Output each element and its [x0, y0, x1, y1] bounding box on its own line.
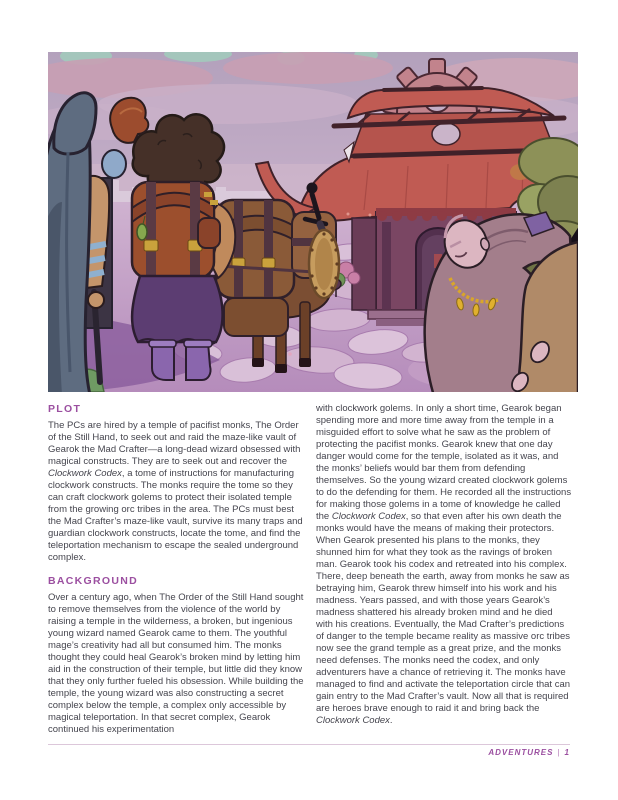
background-heading: BACKGROUND	[48, 575, 138, 587]
text-column-right	[316, 403, 572, 727]
background-paragraph-part2: with clockwork golems. In only a short time, Gearok began spending more and more time away from the temple in a misguided effort to solve what he saw as the problem of protecting the pacifist monks. Gearok knew that one day danger would come for the temple, isolated as it was, and the monks’ beliefs would bar them from defending themselves. So the young wizard created clockwork golems to do the defending for them. He recorded all the instructions for making those golems in a tome of knowledge he called the Clockwork Codex, so that even after his own death the monks would have the means of making their protectors. When Gearok presented his plans to the monks, they shunned him for what they took as the ravings of broken man. Gearok took his codex and retreated into his complex. There, deep beneath the earth, away from monks he saw as betraying him, Gearok threw himself into his work and his madness. Years passed, and with those years Gearok’s madness shattered his already broken mind and he died with his creations. Eventually, the Mad Crafter’s predictions of danger to the temple became reality as massive orc tribes now see the grand temple as a great prize, and the monks need defenses. The monks need the codex, and only adventurers have a chance of retrieving it. The monks have managed to find and activate the teleportation circle that can gain entry to the Mad Crafter’s vault. Now all that is required are heroes brave enough to raid it and bring back the Clockwork Codex.	[316, 403, 572, 726]
text-column-left	[48, 403, 304, 736]
background-paragraph-part1: Over a century ago, when The Order of the Still Hand sought to remove themselves from the violence of the world by raising a temple in the wilderness, a broken, but ingenious young wizard named Gearok came to them. The youthful mage’s creativity had all but consumed him. The monks thought they could heal Gearok’s broken mind by letting him aid in the construction of their temple, but little did they know that they only further fueled his obsession. While building the temple, the young wizard was also constructing a secret complex below the temple, a complex only accessible by magical teleportation. In that secret complex, Gearok continued his experimentation	[48, 592, 304, 735]
footer-book-title: ADVENTURES	[488, 748, 554, 757]
page-footer	[488, 748, 570, 757]
plot-heading: PLOT	[48, 403, 82, 415]
plot-paragraph: The PCs are hired by a temple of pacifist monks, The Order of the Still Hand, to seek out and raid the maze-like vault of Gearok the Mad Crafter—a long-dead wizard obsessed with magical constructs. They are to seek out and recover the Clockwork Codex, a tome of instructions for manufacturing clockwork constructs. The monks require the tome so they can craft clockwork golems to protect their isolated temple from the growing orc tribes in the area. The PCs must best the Mad Crafter’s maze-like vault, survive its many traps and guardian clockwork constructs, locate the tome, and find the teleportation mechanism to escape the sealed underground complex.	[48, 420, 303, 563]
footer-rule	[48, 744, 570, 745]
footer-page-number: 1	[564, 748, 570, 757]
basket-shield	[309, 230, 339, 298]
illustration-canvas	[48, 52, 578, 392]
footer-divider: |	[557, 748, 561, 757]
monk-figure	[425, 210, 578, 392]
cover-illustration	[48, 52, 578, 392]
